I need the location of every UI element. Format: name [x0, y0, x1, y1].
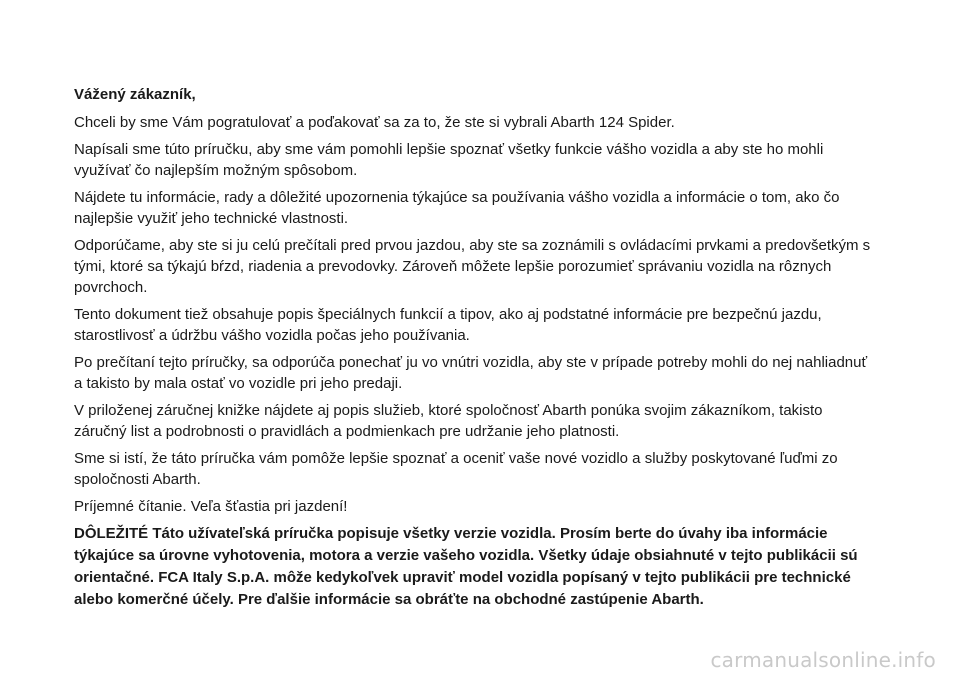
paragraph-purpose: Napísali sme túto príručku, aby sme vám pomohli lepšie spoznať všetky funkcie vášho vozidla a aby ste ho mohli využívať čo najlepším možným spôsobom.: [74, 141, 824, 179]
greeting-heading: Vážený zákazník,: [74, 86, 196, 103]
paragraph-warranty: V priloženej záručnej knižke nájdete aj popis služieb, ktoré spoločnosť Abarth ponúka svojim zákazníkom, takisto záručný list a podrobnosti o pravidlách a podmienkach pre udržanie jeho platnosti.: [74, 402, 823, 440]
paragraph-congratulations: Chceli by sme Vám pogratulovať a poďakovať sa za to, že ste si vybrali Abarth 124 Spider.: [74, 114, 675, 131]
document-page: [74, 84, 874, 611]
paragraph-closing: Sme si istí, že táto príručka vám pomôže lepšie spoznať a oceniť vaše nové vozidlo a služby poskytované ľuďmi zo spoločnosti Abarth.: [74, 450, 838, 488]
paragraph-keep-in-vehicle: Po prečítaní tejto príručky, sa odporúča ponechať ju vo vnútri vozidla, aby ste v prípade potreby mohli do nej nahliadnuť a takisto by mala ostať vo vozidle pri jeho predaji.: [74, 354, 868, 392]
important-notice: DÔLEŽITÉ Táto užívateľská príručka popisuje všetky verzie vozidla. Prosím berte do úvahy iba informácie týkajúce sa úrovne vyhotovenia, motora a verzie vašeho vozidla. Všetky údaje obsiahnuté v tejto publikácii sú orientačné. FCA Italy S.p.A. môže kedykoľvek upraviť model vozidla popísaný v tejto publikácii pre technické alebo komerčné účely. Pre ďalšie informácie sa obráťte na obchodné zastúpenie Abarth.: [74, 525, 858, 608]
paragraph-information: Nájdete tu informácie, rady a dôležité upozornenia týkajúce sa používania vášho vozidla a informácie o tom, ako čo najlepšie využiť jeho technické vlastnosti.: [74, 189, 840, 227]
watermark-text: carmanualsonline.info: [710, 648, 936, 672]
paragraph-wishes: Príjemné čítanie. Veľa šťastia pri jazdení!: [74, 498, 348, 515]
paragraph-recommendation: Odporúčame, aby ste si ju celú prečítali pred prvou jazdou, aby ste sa zoznámili s ovládacími prvkami a predovšetkým s tými, ktoré sa týkajú bŕzd, riadenia a prevodovky. Zároveň môžete lepšie porozumieť správaniu vozidla na rôznych povrchoch.: [74, 237, 871, 296]
paragraph-contents: Tento dokument tiež obsahuje popis špeciálnych funkcií a tipov, ako aj podstatné informácie pre bezpečnú jazdu, starostlivosť a údržbu vášho vozidla počas jeho používania.: [74, 306, 822, 344]
